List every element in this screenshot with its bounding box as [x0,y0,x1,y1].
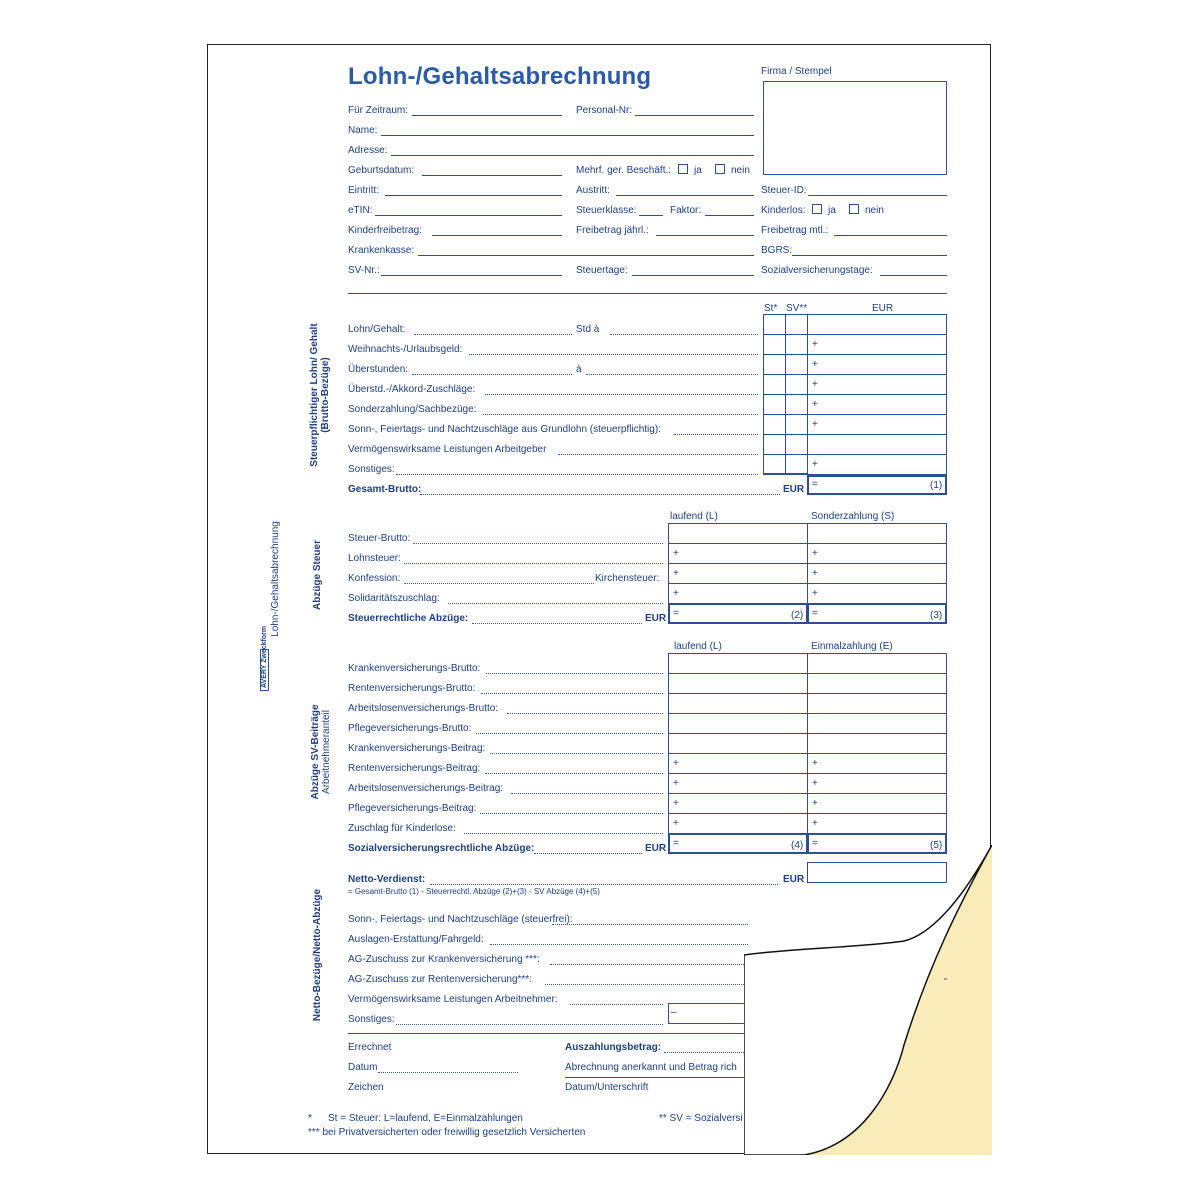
stamp-label: Firma / Stempel [761,66,832,77]
pv-beitrag-dots [480,813,663,814]
brutto-eur-cell[interactable] [807,314,947,335]
steuer-side-label: Abzüge Steuer [312,540,323,611]
kinderlos-zuschlag-label: Zuschlag für Kinderlose: [348,823,456,834]
steuertage-label: Steuertage: [576,265,628,276]
mehrf-label: Mehrf. ger. Beschäft.: [576,165,672,176]
plus-sign: + [673,568,679,579]
plus-sign: + [673,588,679,599]
sonstiges-label: Sonstiges: [348,464,395,475]
ref-3: (3) [930,610,943,621]
vwl-an-dots [570,1004,663,1005]
weihnachts-dots [469,354,758,355]
errechnet-label: Errechnet [348,1042,392,1053]
konfession-label: Konfession: [348,573,401,584]
ag-rv-label: AG-Zuschuss zur Rentenversicherung***: [348,974,532,985]
soli-dots [448,603,663,604]
rv-beitrag-label: Rentenversicherungs-Beitrag: [348,763,481,774]
sv-cell[interactable] [785,394,808,415]
zeichen-label: Zeichen [348,1082,384,1093]
minus-sign: – [671,1007,677,1018]
lohnsteuer-dots [404,563,663,564]
st-cell[interactable] [763,454,786,475]
plus-sign: + [812,588,818,599]
sv-einmal-cell[interactable] [807,813,947,834]
steuer-id-label: Steuer-ID: [761,185,807,196]
sv-einmal-cell[interactable] [807,773,947,794]
datum-unterschrift-label: Datum/Unterschrift [565,1082,649,1093]
personal-nr-field[interactable] [635,115,754,116]
auslagen-label: Auslagen-Erstattung/Fahrgeld: [348,934,484,945]
name-label: Name: [348,125,378,136]
plus-sign: + [673,818,679,829]
sv-cell[interactable] [785,414,808,435]
steuer-laufend-cell[interactable] [668,583,808,604]
vwl-an-label: Vermögenswirksame Leistungen Arbeitnehmer: [348,994,558,1005]
netto-side-label: Netto-Bezüge/Netto-Abzüge [312,888,323,1022]
pv-brutto-dots [476,733,663,734]
zeitraum-field[interactable] [412,115,562,116]
bgrs-field[interactable] [792,255,947,256]
plus-sign: + [812,818,818,829]
ref-2: (2) [791,610,804,621]
bgrs-label: BGRS: [761,245,793,256]
sv-side-label: Abzüge SV-Beiträge Arbeitnehmeranteil [310,704,332,800]
steuer-eur: EUR [645,613,667,624]
steuerklasse-label: Steuerklasse: [576,205,637,216]
sv-eur: EUR [645,843,667,854]
freibetrag-jaehrl-field[interactable] [656,235,754,236]
kinderlos-zuschlag-dots [464,833,663,834]
adresse-field[interactable] [391,155,754,156]
sv-cell[interactable] [785,434,808,455]
ueberstunden-label: Überstunden: [348,364,409,375]
sv-laufend-cell[interactable] [668,653,808,674]
steuer-col-s: Sonderzahlung (S) [811,511,895,522]
datum-label: Datum [348,1062,378,1073]
eq-sign: = [812,838,818,849]
st-cell[interactable] [763,374,786,395]
zuschlaege-label: Überstd.-/Akkord-Zuschläge: [348,384,476,395]
gesamt-dots [420,494,780,495]
plus-sign: + [673,778,679,789]
sv-col-l: laufend (L) [674,641,722,652]
steuer-laufend-cell[interactable] [668,563,808,584]
plus-sign: + [812,568,818,579]
netto-verdienst-label: Netto-Verdienst: [348,874,426,885]
plus-sign: + [812,399,818,410]
mehrf-ja-checkbox[interactable] [678,164,688,174]
side-form-label: Lohn-/Gehaltsabrechnung [270,521,281,637]
zuschlaege-dots [485,394,758,395]
sv-summe-dots [534,853,642,854]
sv-einmal-cell[interactable] [807,653,947,674]
steuer-sonder-cell[interactable] [807,543,947,564]
sonderzahlung-dots [483,414,758,415]
vwl-ag-label: Vermögenswirksame Leistungen Arbeitgeber [348,444,547,455]
sv-einmal-cell[interactable] [807,733,947,754]
sv-col-e: Einmalzahlung (E) [811,641,893,652]
adresse-label: Adresse: [348,145,388,156]
sv-nr-field[interactable] [381,275,562,276]
freibetrag-mtl-label: Freibetrag mtl.: [761,225,829,236]
ag-kv-label: AG-Zuschuss zur Krankenversicherung ***: [348,954,540,965]
a-dots [586,374,758,375]
konfession-dots [404,583,594,584]
geburtsdatum-label: Geburtsdatum: [348,165,415,176]
plus-sign: + [812,459,818,470]
plus-sign: + [812,359,818,370]
plus-sign: + [812,379,818,390]
auszahlung-dots [664,1052,748,1053]
ref-5: (5) [930,840,943,851]
plus-sign: + [812,339,818,350]
sv-laufend-cell[interactable] [668,733,808,754]
personal-nr-label: Personal-Nr: [576,105,633,116]
plus-sign: + [673,548,679,559]
steuertage-field[interactable] [632,275,754,276]
anerkannt-label: Abrechnung anerkannt und Betrag rich [565,1062,737,1073]
form-sheet [207,44,991,1154]
note1-star: * [308,1113,312,1124]
kv-beitrag-label: Krankenversicherungs-Beitrag: [348,743,486,754]
page-curl [744,845,992,1155]
zeitraum-label: Für Zeitraum: [348,105,409,116]
sv-laufend-cell[interactable] [668,793,808,814]
form-title: Lohn-/Gehaltsabrechnung [348,63,652,90]
steuer-summe-dots [472,623,642,624]
plus-sign: + [673,758,679,769]
kinderlos-nein-label: nein [865,205,884,216]
gesamt-brutto-label: Gesamt-Brutto: [348,484,422,495]
col-sv-header: SV** [786,303,808,314]
kinderfreibetrag-field[interactable] [432,235,562,236]
eintritt-field[interactable] [385,195,562,196]
section-divider [348,293,947,294]
av-beitrag-dots [511,793,663,794]
mehrf-ja-label: ja [694,165,702,176]
name-field[interactable] [381,135,754,136]
av-beitrag-label: Arbeitslosenversicherungs-Beitrag: [348,783,504,794]
steuer-laufend-cell[interactable] [668,543,808,564]
ag-rv-dots [545,984,748,985]
sonderzahlung-label: Sonderzahlung/Sachbezüge: [348,404,477,415]
steuer-id-field[interactable] [808,195,947,196]
steuer-summe-l-box[interactable] [668,603,808,624]
brutto-eur-cell[interactable] [807,374,947,395]
std-dots [610,334,758,335]
kinderlos-ja-label: ja [828,205,836,216]
st-cell[interactable] [763,434,786,455]
eq-sign: = [673,838,679,849]
kv-brutto-dots [486,673,663,674]
a-label: à [576,364,582,375]
sv-cell[interactable] [785,374,808,395]
kv-brutto-label: Krankenversicherungs-Brutto: [348,663,481,674]
sv-tage-label: Sozialversicherungstage: [761,265,873,276]
steuerklasse-field[interactable] [639,215,663,216]
sv-cell[interactable] [785,334,808,355]
sv-einmal-cell[interactable] [807,693,947,714]
kinderlos-label: Kinderlos: [761,205,806,216]
steuer-sonder-cell[interactable] [807,563,947,584]
gesamt-eur-label: EUR [783,484,805,495]
av-brutto-dots [507,713,663,714]
etin-label: eTIN: [348,205,373,216]
steuer-sonder-cell[interactable] [807,583,947,604]
sv-tage-field[interactable] [880,275,947,276]
steuer-col-l: laufend (L) [670,511,718,522]
kirchensteuer-label: Kirchensteuer: [595,573,660,584]
lohn-label: Lohn/Gehalt: [348,324,406,335]
stamp-box[interactable] [763,81,947,175]
sv-laufend-cell[interactable] [668,693,808,714]
brutto-side-label: Steuerpflichtiger Lohn/ Gehalt (Brutto-Bezüge) [309,323,331,467]
note2: ** SV = Sozialversi [659,1113,743,1124]
sonstiges-dots [396,474,758,475]
ag-kv-dots [550,964,748,965]
st-cell[interactable] [763,414,786,435]
eq-sign: = [812,608,818,619]
mehrf-nein-label: nein [731,165,750,176]
lohn-dots [414,334,572,335]
brutto-eur-cell[interactable] [807,354,947,375]
rv-brutto-dots [481,693,663,694]
std-label: Std à [576,324,600,335]
unterschrift-line[interactable] [565,1077,748,1078]
netto-sonn-dots [552,924,748,925]
sv-cell[interactable] [785,454,808,475]
sv-laufend-cell[interactable] [668,713,808,734]
vwl-ag-dots [558,454,758,455]
netto-dots [430,884,778,885]
etin-field[interactable] [375,215,562,216]
ueberstunden-dots [412,374,572,375]
pv-beitrag-label: Pflegeversicherungs-Beitrag: [348,803,477,814]
plus-sign: + [812,798,818,809]
plus-sign: + [812,548,818,559]
auslagen-dots [490,944,748,945]
plus-sign: + [812,778,818,789]
auszahlung-label: Auszahlungsbetrag: [565,1042,662,1053]
brutto-eur-cell[interactable] [807,454,947,475]
gesamt-eq: = [812,479,818,490]
netto-sonn-label: Sonn-, Feiertags- und Nachtzuschläge (steuerfrei): [348,914,573,925]
krankenkasse-label: Krankenkasse: [348,245,415,256]
eq-sign: = [673,608,679,619]
sonn-label: Sonn-, Feiertags- und Nachtzuschläge aus Grundlohn (steuerpflichtig): [348,424,661,435]
note1: St = Steuer: L=laufend, E=Einmalzahlungen [328,1113,523,1124]
sv-einmal-cell[interactable] [807,793,947,814]
brutto-eur-cell[interactable] [807,414,947,435]
rv-brutto-label: Rentenversicherungs-Brutto: [348,683,476,694]
col-eur-header: EUR [872,303,894,314]
mehrf-nein-checkbox[interactable] [715,164,725,174]
brutto-eur-cell[interactable] [807,434,947,455]
st-cell[interactable] [763,334,786,355]
sv-nr-label: SV-Nr.: [348,265,380,276]
lohnsteuer-label: Lohnsteuer: [348,553,401,564]
st-cell[interactable] [763,314,786,335]
rv-beitrag-dots [485,773,663,774]
netto-eur: EUR [783,874,805,885]
geburtsdatum-field[interactable] [422,175,562,176]
kv-beitrag-dots [490,753,663,754]
netto-sonstiges-label: Sonstiges: [348,1014,395,1025]
gesamt-brutto-box[interactable] [807,475,947,495]
kinderlos-nein-checkbox[interactable] [849,204,859,214]
steuer-brutto-label: Steuer-Brutto: [348,533,411,544]
eintritt-label: Eintritt: [348,185,380,196]
freibetrag-jaehrl-label: Freibetrag jährl.: [576,225,649,236]
note3: *** bei Privatversicherten oder freiwillig gesetzlich Versicherten [308,1127,586,1138]
austritt-field[interactable] [616,195,754,196]
steuer-brutto-dots [413,543,663,544]
soli-label: Solidaritätszuschlag: [348,593,440,604]
ref-1: (1) [930,480,943,491]
sv-laufend-cell[interactable] [668,813,808,834]
col-st-header: St* [764,303,778,314]
plus-sign: + [812,758,818,769]
sv-einmal-cell[interactable] [807,673,947,694]
brutto-eur-cell[interactable] [807,334,947,355]
sv-laufend-cell[interactable] [668,773,808,794]
brand-logo: AVERY Zweckform [260,649,269,691]
freibetrag-mtl-field[interactable] [834,235,947,236]
sv-cell[interactable] [785,354,808,375]
plus-sign: + [673,798,679,809]
sv-summe-label: Sozialversicherungsrechtliche Abzüge: [348,843,535,854]
brutto-eur-cell[interactable] [807,394,947,415]
av-brutto-label: Arbeitslosenversicherungs-Brutto: [348,703,499,714]
sv-laufend-cell[interactable] [668,753,808,774]
steuer-summe-s-box[interactable] [807,603,947,624]
st-cell[interactable] [763,394,786,415]
st-cell[interactable] [763,354,786,375]
ref-4: (4) [791,840,804,851]
vwl-an-box[interactable] [668,1003,748,1024]
steuer-sonder-cell[interactable] [807,523,947,544]
plus-sign: + [812,419,818,430]
weihnachts-label: Weihnachts-/Urlaubsgeld: [348,344,463,355]
kinderfreibetrag-label: Kinderfreibetrag: [348,225,422,236]
sonn-dots [674,434,758,435]
steuer-laufend-cell[interactable] [668,523,808,544]
sv-laufend-cell[interactable] [668,673,808,694]
kinderlos-ja-checkbox[interactable] [812,204,822,214]
sv-cell[interactable] [785,314,808,335]
sv-einmal-cell[interactable] [807,713,947,734]
faktor-field[interactable] [705,215,754,216]
netto-sonstiges-dots [396,1024,663,1025]
faktor-label: Faktor: [670,205,702,216]
krankenkasse-field[interactable] [418,255,754,256]
datum-dots [378,1072,518,1073]
austritt-label: Austritt: [576,185,610,196]
sv-einmal-cell[interactable] [807,753,947,774]
netto-formel: = Gesamt-Brutto (1) - Steuerrechtl. Abzüge (2)+(3) - SV Abzüge (4)+(5) [348,887,600,896]
pv-brutto-label: Pflegeversicherungs-Brutto: [348,723,472,734]
steuer-summe-label: Steuerrechtliche Abzüge: [348,613,469,624]
